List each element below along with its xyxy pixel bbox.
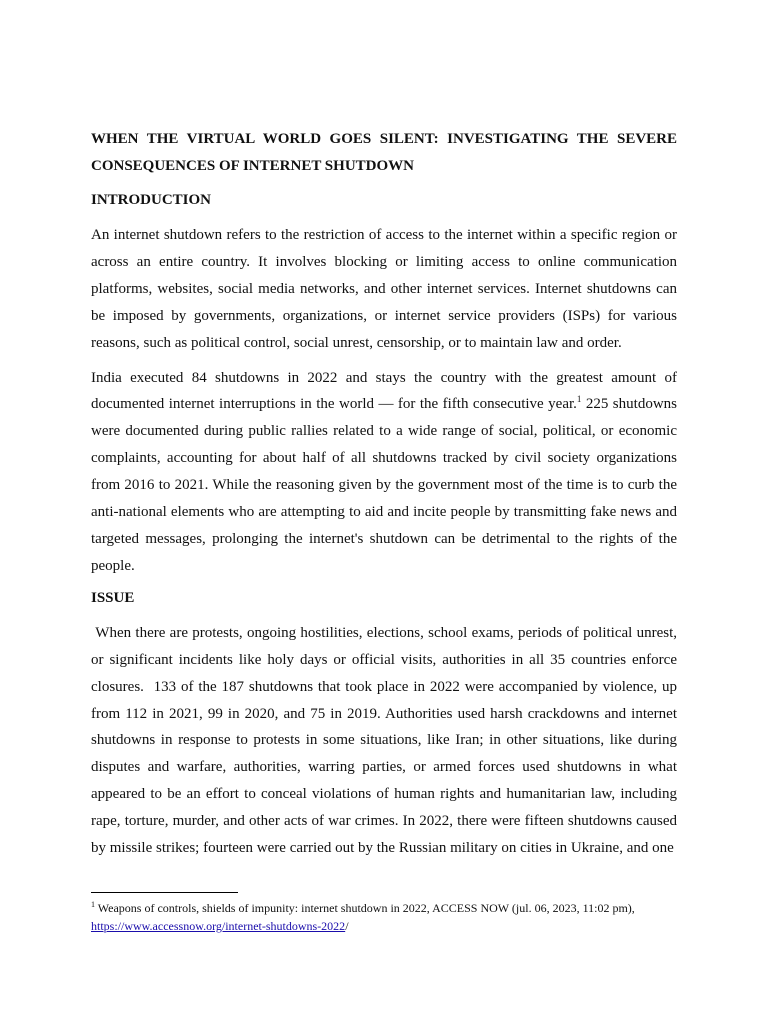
paragraph-text: India executed 84 shutdowns in 2022 and stays the country with the greatest amount of documented internet interruptions in the world — for the fifth consecutive year. (91, 369, 677, 413)
footnote-text: Weapons of controls, shields of impunity: internet shutdown in 2022, ACCESS NOW (jul. 06, 2023, 11:02 pm), (95, 901, 635, 915)
document-body (91, 126, 681, 870)
footnote-1 (91, 899, 691, 935)
paragraph-text: 225 shutdowns were documented during public rallies related to a wide range of social, political, or economic complaints, accounting for about half of all shutdowns tracked by civil society organizations from 2016 to 2021. While the reasoning given by the government most of the time is to curb the anti-national elements who are attempting to aid and incite people by transmitting fake news and targeted messages, prolonging the internet's shutdown can be detrimental to the rights of the people. (91, 396, 677, 574)
paragraph-issue-1: When there are protests, ongoing hostilities, elections, school exams, periods of political unrest, or significant incidents like holy days or official visits, authorities in all 35 countries enforce closures. 133 of the 187 shutdowns that took place in 2022 were accompanied by violence, up from 112 in 2021, 99 in 2020, and 75 in 2019. Authorities used harsh crackdowns and internet shutdowns in response to protests in some situations, like Iran; in other situations, like during disputes and warfare, authorities, warring parties, or armed forces used shutdowns in what appeared to be an effort to conceal violations of human rights and humanitarian law, including rape, torture, murder, and other acts of war crimes. In 2022, there were fifteen shutdowns caused by missile strikes; fourteen were carried out by the Russian military on cities in Ukraine, and one (91, 624, 681, 857)
footnote-link[interactable]: https://www.accessnow.org/internet-shutdowns-2022 (91, 919, 346, 933)
paragraph-introduction-1: An internet shutdown refers to the restriction of access to the internet within a specific region or across an entire country. It involves blocking or limiting access to online communication platforms, websites, social media networks, and other internet services. Internet shutdowns can be imposed by governments, organizations, or internet service providers (ISPs) for various reasons, such as political control, social unrest, censorship, or to maintain law and order. (91, 227, 677, 351)
footnote-number: 1 (91, 900, 95, 909)
footnote-divider (91, 892, 238, 893)
section-heading-introduction: INTRODUCTION (91, 192, 212, 208)
section-heading-issue: ISSUE (91, 589, 135, 606)
footnote-trailing: / (345, 919, 349, 933)
footnotes (91, 892, 691, 935)
footnote-reference: 1 (576, 394, 582, 405)
paragraph-introduction-2 (91, 365, 677, 580)
document-title: WHEN THE VIRTUAL WORLD GOES SILENT: INVESTIGATING THE SEVERE CONSEQUENCES OF INTERNET SHUTDOWN (91, 131, 677, 174)
